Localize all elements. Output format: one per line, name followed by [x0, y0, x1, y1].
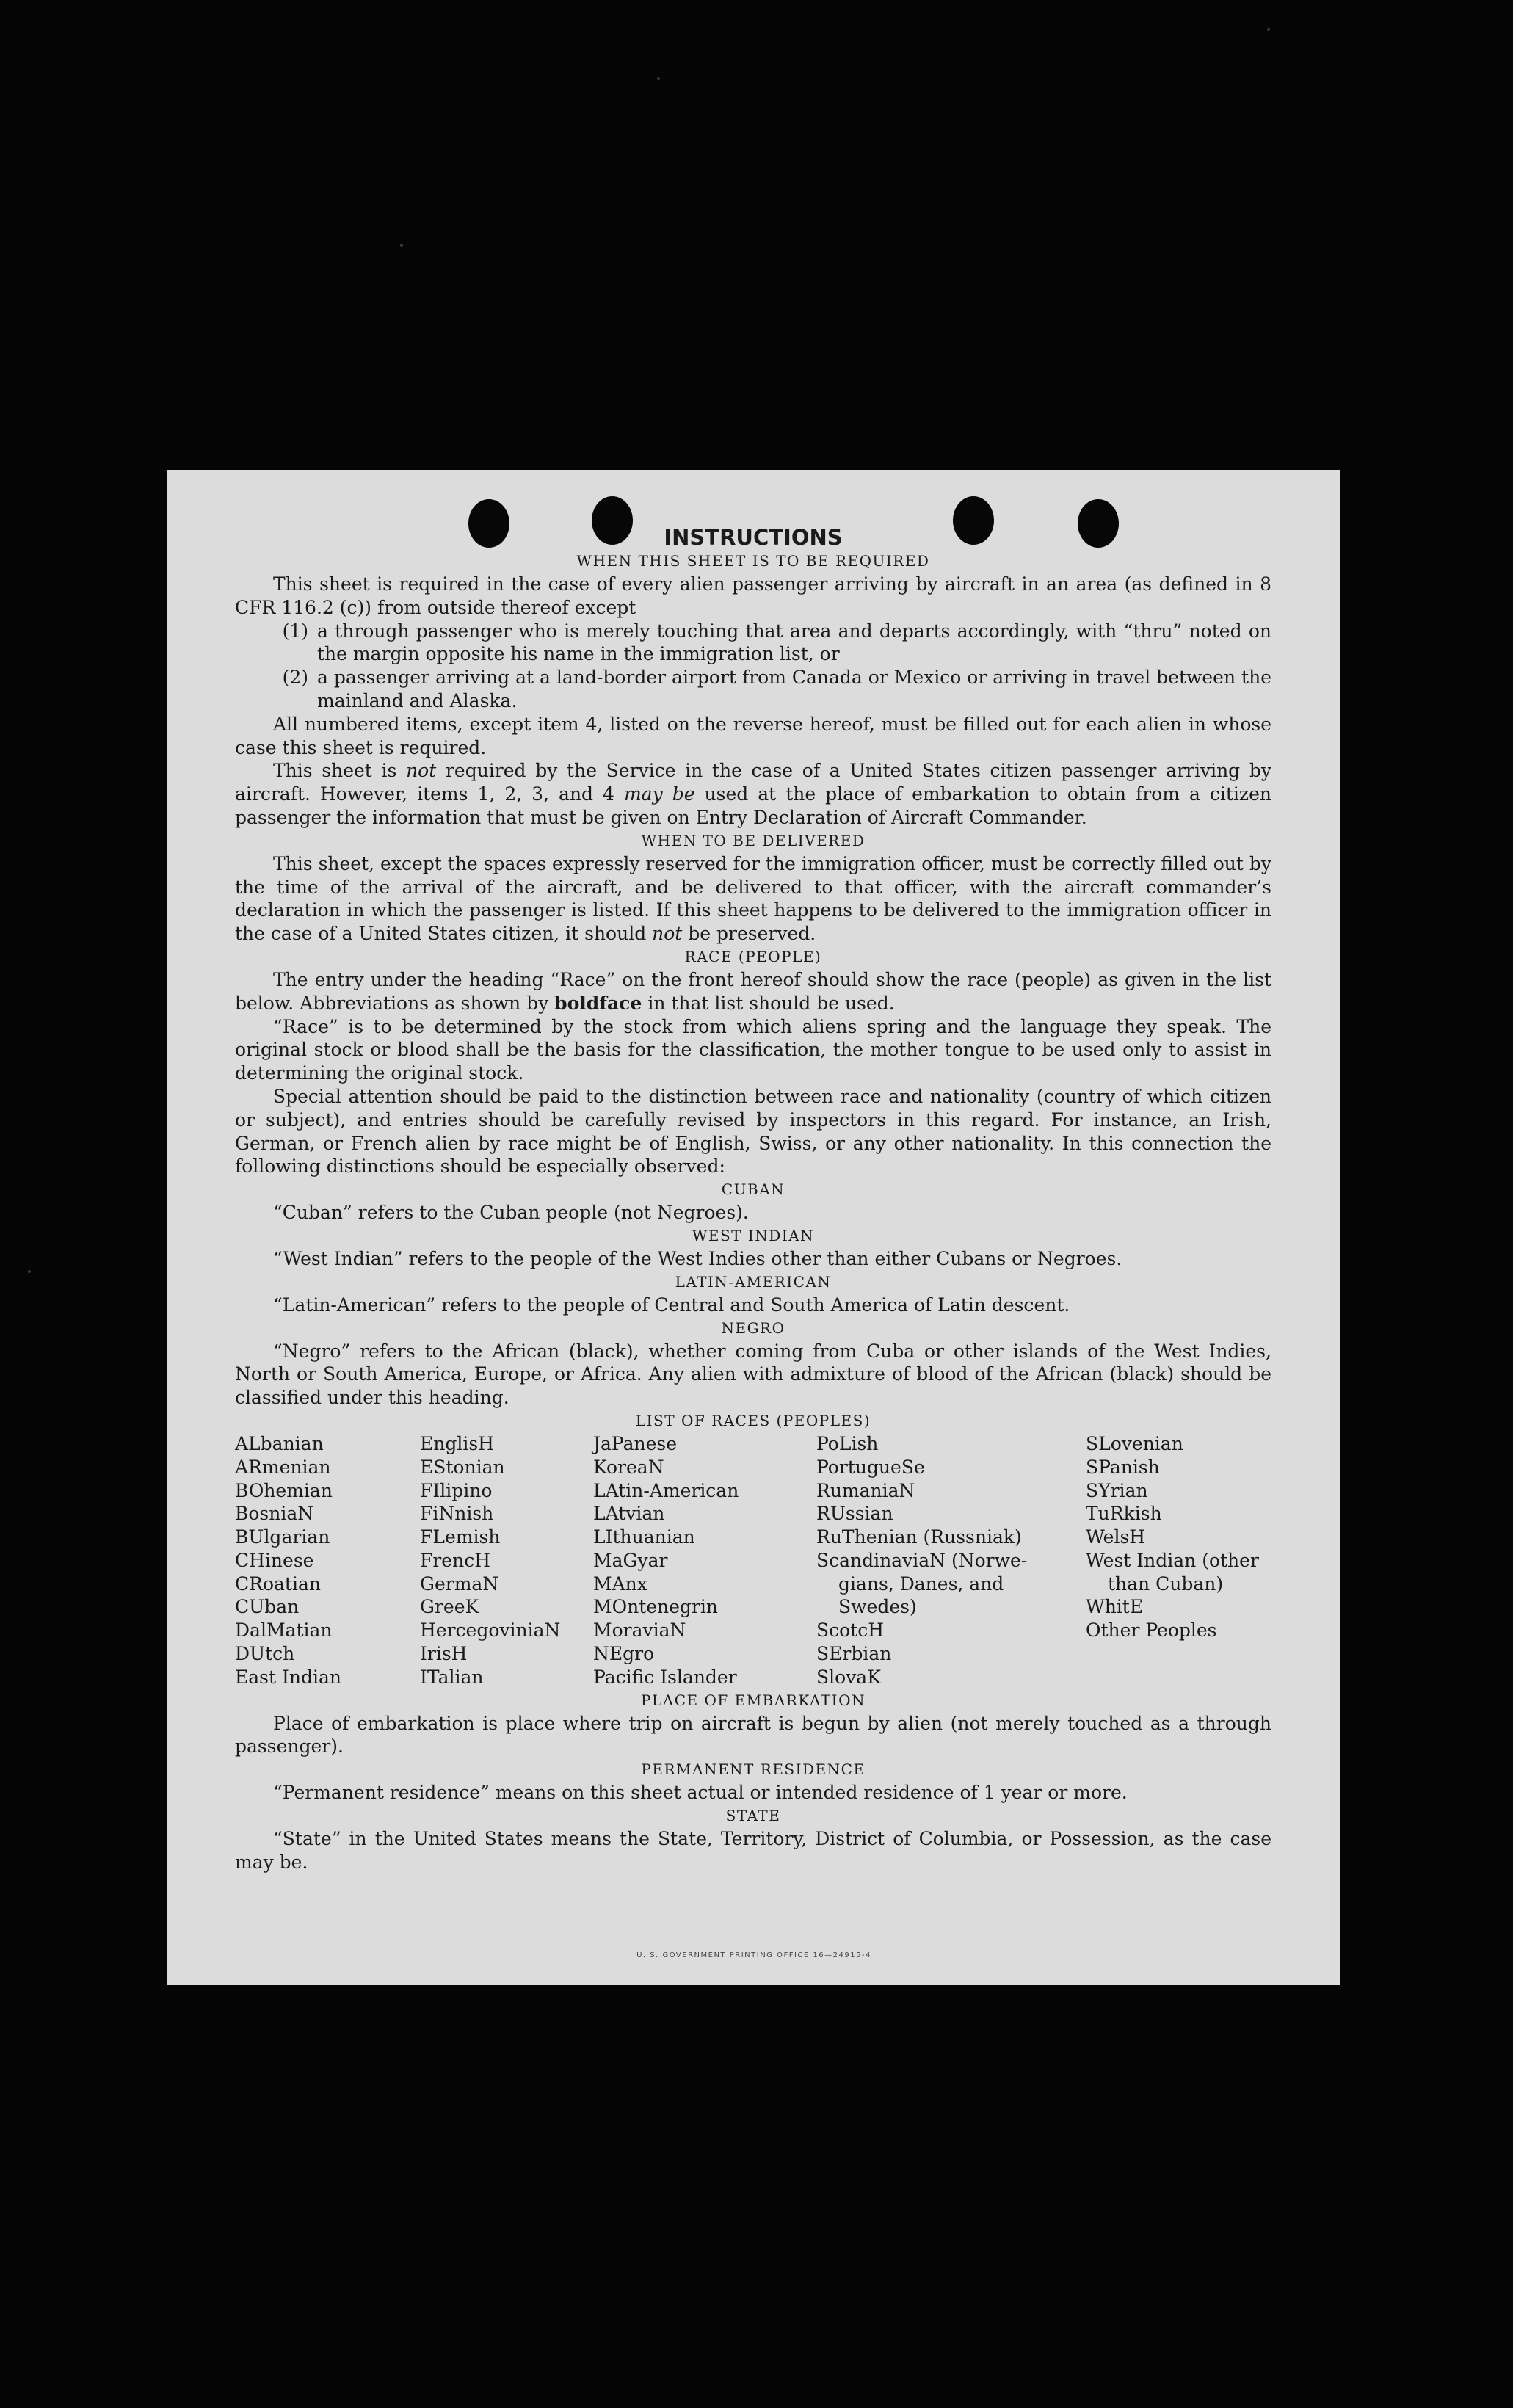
paragraph: This sheet is required in the case of every alien passenger arriving by aircraft in an area (as defined in 8 CFR 116.2 (c)) from outside thereof except [235, 573, 1271, 618]
text-run: This sheet is [273, 760, 407, 782]
race-entry: ScotcH [816, 1620, 885, 1642]
item-text: a through passenger who is merely touching that area and departs accordingly, with “thru” noted on the margin opposite his name in the immigration list, or [317, 620, 1271, 665]
instruction-sheet [167, 470, 1340, 1985]
race-entry: ITalian [420, 1666, 484, 1688]
race-entry: FiNnish [420, 1503, 494, 1525]
section-heading-negro: NEGRO [721, 1319, 785, 1337]
section-heading-permanent-residence: PERMANENT RESIDENCE [641, 1760, 866, 1779]
race-entry: RUssian [816, 1503, 893, 1525]
race-entry: RuThenian (Russniak) [816, 1526, 1022, 1548]
paragraph: “West Indian” refers to the people of the West Indies other than either Cubans or Negroes. [273, 1247, 1122, 1269]
race-entry: BUlgarian [235, 1526, 330, 1548]
race-entry: CUban [235, 1596, 300, 1618]
section-heading-embarkation: PLACE OF EMBARKATION [641, 1691, 866, 1709]
item-number: (1) [282, 620, 308, 642]
item-number: (2) [282, 667, 308, 689]
section-heading-when-delivered: WHEN TO BE DELIVERED [641, 831, 866, 849]
race-entry: SPanish [1086, 1456, 1160, 1478]
race-entry: DalMatian [235, 1620, 333, 1642]
race-entry: MAnx [593, 1573, 647, 1595]
race-entry: WelsH [1086, 1526, 1146, 1548]
race-entry-continuation: gians, Danes, and [838, 1573, 1004, 1595]
race-entry: ScandinaviaN (Norwe- [816, 1549, 1028, 1571]
film-speck [28, 1270, 31, 1273]
emphasis-text: may be [623, 783, 695, 805]
film-speck [657, 77, 660, 80]
race-entry: BOhemian [235, 1479, 333, 1501]
text-run: The entry under the heading “Race” on the front hereof should show the race (people) as given in the list below. Abbreviations as shown by [235, 968, 1271, 1014]
paragraph [235, 852, 1271, 946]
race-entry: BosniaN [235, 1503, 314, 1525]
race-entry: FrencH [420, 1549, 490, 1571]
paragraph [235, 759, 1271, 829]
race-entry: PortugueSe [816, 1456, 925, 1478]
section-heading-race: RACE (PEOPLE) [684, 947, 822, 965]
paragraph: Special attention should be paid to the distinction between race and nationality (country of which citizen or subject), and entries should be carefully revised by inspectors in this regard. For instance, an Irish, German, or French alien by race might be of English, Swiss, or any other nationality. In this connection the following distinctions should be especially observed: [235, 1085, 1271, 1178]
paragraph: “State” in the United States means the State, Territory, District of Columbia, or Possession, as the case may be. [235, 1828, 1271, 1873]
race-entry: MaGyar [593, 1549, 668, 1571]
section-heading-list-of-races: LIST OF RACES (PEOPLES) [635, 1411, 871, 1429]
race-entry: KoreaN [593, 1456, 664, 1478]
race-entry: East Indian [235, 1666, 341, 1688]
race-entry: DUtch [235, 1643, 295, 1665]
race-entry: EnglisH [420, 1432, 494, 1454]
race-entry: EStonian [420, 1456, 505, 1478]
printer-imprint: U. S. GOVERNMENT PRINTING OFFICE 16—24915-4 [636, 1951, 871, 1959]
section-heading-cuban: CUBAN [721, 1181, 785, 1199]
race-entry: RumaniaN [816, 1479, 915, 1501]
race-entry: JaPanese [593, 1432, 678, 1454]
race-entry: HercegoviniaN [420, 1620, 561, 1642]
race-entry: SYrian [1086, 1479, 1148, 1501]
page-title: INSTRUCTIONS [664, 525, 843, 550]
race-entry: ALbanian [235, 1432, 324, 1454]
text-run: This sheet, except the spaces expressly reserved for the immigration officer, must be correctly filled out by the time of the arrival of the aircraft, and be delivered to that officer, with the aircraft commander’s declaration in which the passenger is listed. If this sheet happens to be delivered to the immigration officer in the case of a United States citizen, it should [235, 852, 1271, 945]
film-speck [1267, 28, 1270, 31]
exception-item-1 [235, 620, 1271, 667]
paragraph: “Latin-American” refers to the people of Central and South America of Latin descent. [273, 1294, 1070, 1316]
race-entry-continuation: than Cuban) [1108, 1573, 1224, 1595]
race-entry: LIthuanian [593, 1526, 695, 1548]
race-entry: West Indian (other [1086, 1549, 1259, 1571]
race-entry: SlovaK [816, 1666, 881, 1688]
exception-item-2 [235, 666, 1271, 713]
section-heading-state: STATE [725, 1807, 781, 1825]
section-heading-latin-american: LATIN-AMERICAN [675, 1272, 832, 1291]
text-run: in that list should be used. [642, 992, 895, 1014]
race-entry: TuRkish [1086, 1503, 1162, 1525]
race-entry: LAtvian [593, 1503, 665, 1525]
race-column [420, 1432, 593, 1689]
race-entry: WhitE [1086, 1596, 1144, 1618]
race-list [235, 1432, 1271, 1689]
race-entry: CHinese [235, 1549, 314, 1571]
paragraph [235, 968, 1271, 1015]
race-entry: FIlipino [420, 1479, 493, 1501]
race-entry: Other Peoples [1086, 1620, 1217, 1642]
text-run: used at the place of embarkation to obtain from a citizen passenger the information that must be given on Entry Declaration of Aircraft Commander. [235, 783, 1271, 828]
paragraph: “Cuban” refers to the Cuban people (not Negroes). [273, 1202, 749, 1224]
race-entry: GreeK [420, 1596, 479, 1618]
section-heading-when-required: WHEN THIS SHEET IS TO BE REQUIRED [576, 552, 930, 570]
race-column [235, 1432, 420, 1689]
sheet-content [235, 523, 1271, 1874]
race-column [816, 1432, 1086, 1689]
race-entry: ARmenian [235, 1456, 331, 1478]
emphasis-text: not [406, 760, 437, 782]
paragraph: “Permanent residence” means on this sheet actual or intended residence of 1 year or more. [273, 1782, 1128, 1804]
race-entry: MOntenegrin [593, 1596, 718, 1618]
race-entry: SErbian [816, 1643, 892, 1665]
race-entry: CRoatian [235, 1573, 321, 1595]
race-entry: FLemish [420, 1526, 501, 1548]
race-entry: MoraviaN [593, 1620, 686, 1642]
paragraph: “Race” is to be determined by the stock from which aliens spring and the language they speak. The original stock or blood shall be the basis for the classification, the mother tongue to be used only to assist in determining the original stock. [235, 1015, 1271, 1084]
bold-text: boldface [554, 992, 642, 1014]
race-entry: LAtin-American [593, 1479, 739, 1501]
emphasis-text: not [652, 923, 683, 945]
film-speck [400, 244, 403, 247]
race-entry: PoLish [816, 1432, 879, 1454]
text-run: be preserved. [682, 923, 816, 945]
race-entry-continuation: Swedes) [838, 1596, 917, 1618]
item-text: a passenger arriving at a land-border airport from Canada or Mexico or arriving in travel between the mainland and Alaska. [317, 667, 1271, 711]
race-entry: GermaN [420, 1573, 499, 1595]
paragraph: All numbered items, except item 4, listed on the reverse hereof, must be filled out for each alien in whose case this sheet is required. [235, 713, 1271, 758]
race-entry: NEgro [593, 1643, 655, 1665]
paragraph: “Negro” refers to the African (black), whether coming from Cuba or other islands of the West Indies, North or South America, Europe, or Africa. Any alien with admixture of blood of the African (black) should be classified under this heading. [235, 1340, 1271, 1409]
text-run: required by the Service in the case of a United States citizen passenger arriving by aircraft. However, items 1, 2, 3, and 4 [235, 760, 1271, 805]
race-entry: IrisH [420, 1643, 468, 1665]
race-column [1086, 1432, 1271, 1689]
race-column [593, 1432, 816, 1689]
section-heading-west-indian: WEST INDIAN [692, 1226, 815, 1244]
race-entry: Pacific Islander [593, 1666, 737, 1688]
race-entry: SLovenian [1086, 1432, 1183, 1454]
paragraph: Place of embarkation is place where trip on aircraft is begun by alien (not merely touched as a through passenger). [235, 1712, 1271, 1758]
